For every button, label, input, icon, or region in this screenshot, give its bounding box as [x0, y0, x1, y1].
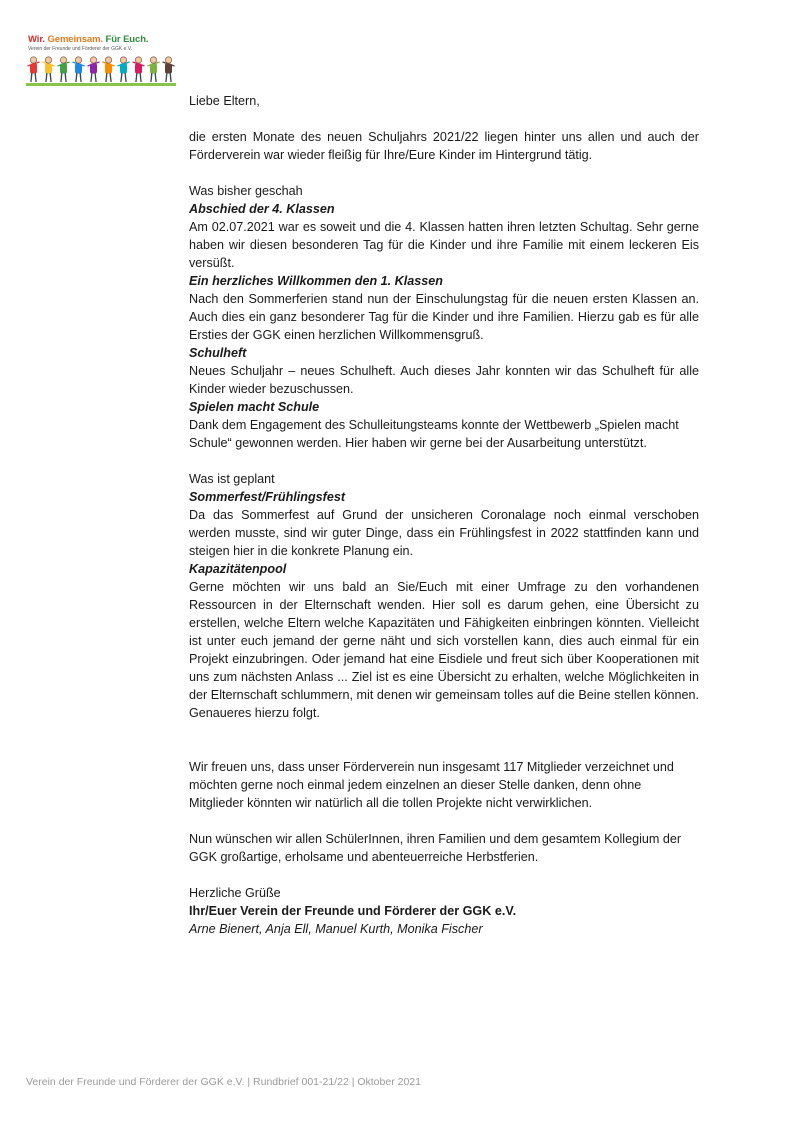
item-text: Gerne möchten wir uns bald an Sie/Euch mit einer Umfrage zu den vorhandenen Ressourcen in der Elternschaft wenden. Hier soll es darum gehen, eine Übersicht zu erstellen, welche Eltern welche Kapazitäten und Fähigkeiten einbringen könnten. Vielleicht ist unter euch jemand der gerne näht und sich vorstellen kann, dies auch einmal für ein Projekt einzubringen. Oder jemand hat eine Eisdiele und freut sich über Kooperationen mit uns zum nächsten Anlass ... Ziel ist es eine Übersicht zu erhalten, welche Möglichkeiten in der Elternschaft schlummern, mit denen wir gemeinsam tolles auf die Beine stellen können. Genaueres hierzu folgt.: [189, 580, 699, 720]
item-title: Spielen macht Schule: [189, 400, 320, 414]
section-heading-past: Was bisher geschah: [189, 184, 303, 198]
section-heading-planned: Was ist geplant: [189, 472, 275, 486]
item-title: Kapazitätenpool: [189, 562, 287, 576]
child-figure: [43, 57, 55, 82]
association-logo: [26, 34, 176, 86]
item-title: Abschied der 4. Klassen: [189, 202, 335, 216]
page-footer: Verein der Freunde und Förderer der GGK e.V. | Rundbrief 001-21/22 | Oktober 2021: [26, 1076, 421, 1088]
child-figure: [118, 57, 130, 82]
child-figure: [148, 57, 160, 82]
item-title: Schulheft: [189, 346, 247, 360]
salutation: Liebe Eltern,: [189, 94, 260, 108]
logo-subtitle: Verein der Freunde und Förderer der GGK e.V.: [28, 46, 133, 52]
child-figure: [58, 57, 70, 82]
item-text: Neues Schuljahr – neues Schulheft. Auch dieses Jahr konnten wir das Schulheft für alle Kinder wieder bezuschussen.: [189, 364, 699, 396]
logo-word-1: Wir.: [28, 34, 45, 45]
intro-paragraph: die ersten Monate des neuen Schuljahrs 2021/22 liegen hinter uns allen und auch der Förderverein war wieder fleißig für Ihre/Eure Kinder im Hintergrund tätig.: [189, 130, 699, 162]
wishes-paragraph: Nun wünschen wir allen SchülerInnen, ihren Familien und dem gesamtem Kollegium der GGK großartige, erholsame und abenteuerreiche Herbstferien.: [189, 832, 682, 864]
grass-line: [26, 83, 176, 86]
letter-body: [189, 92, 699, 938]
item-text: Am 02.07.2021 war es soweit und die 4. Klassen hatten ihren letzten Schultag. Sehr gerne haben wir diesen besonderen Tag für die Kinder und ihre Familie mit einem leckeren Eis versüßt.: [189, 220, 699, 270]
thanks-paragraph: Wir freuen uns, dass unser Förderverein nun insgesamt 117 Mitglieder verzeichnet und möchten gerne noch einmal jedem einzelnen an dieser Stelle danken, denn ohne Mitglieder könnten wir natürlich all die tollen Projekte nicht verwirklichen.: [189, 760, 674, 810]
signatories: Arne Bienert, Anja Ell, Manuel Kurth, Monika Fischer: [189, 922, 483, 936]
logo-word-2: Gemeinsam.: [47, 34, 103, 45]
child-figure: [73, 57, 85, 82]
item-title: Sommerfest/Frühlingsfest: [189, 490, 346, 504]
logo-word-3: Für Euch.: [105, 34, 149, 45]
child-figure: [88, 57, 100, 82]
children-illustration: [26, 52, 176, 86]
child-figure: [28, 57, 40, 82]
item-text: Nach den Sommerferien stand nun der Einschulungstag für die neuen ersten Klassen an. Auch dies ein ganz besonderer Tag für die Kinder und ihre Familien. Hierzu gab es für alle Ersties der GGK einen herzlichen Willkommensgruß.: [189, 292, 699, 342]
closing: Herzliche Grüße: [189, 886, 281, 900]
child-figure: [133, 57, 145, 82]
child-figure: [163, 57, 175, 82]
logo-slogan: [28, 34, 148, 45]
child-figure: [103, 57, 115, 82]
item-text: Da das Sommerfest auf Grund der unsicheren Coronalage noch einmal verschoben werden musste, sind wir guter Dinge, dass ein Frühlingsfest in 2022 stattfinden kann und steigen hier in die konkrete Planung ein.: [189, 508, 699, 558]
item-title: Ein herzliches Willkommen den 1. Klassen: [189, 274, 443, 288]
sender: Ihr/Euer Verein der Freunde und Förderer der GGK e.V.: [189, 904, 517, 918]
item-text: Dank dem Engagement des Schulleitungsteams konnte der Wettbewerb „Spielen macht Schule“ gewonnen werden. Hier haben wir gerne bei der Ausarbeitung unterstützt.: [189, 418, 679, 450]
